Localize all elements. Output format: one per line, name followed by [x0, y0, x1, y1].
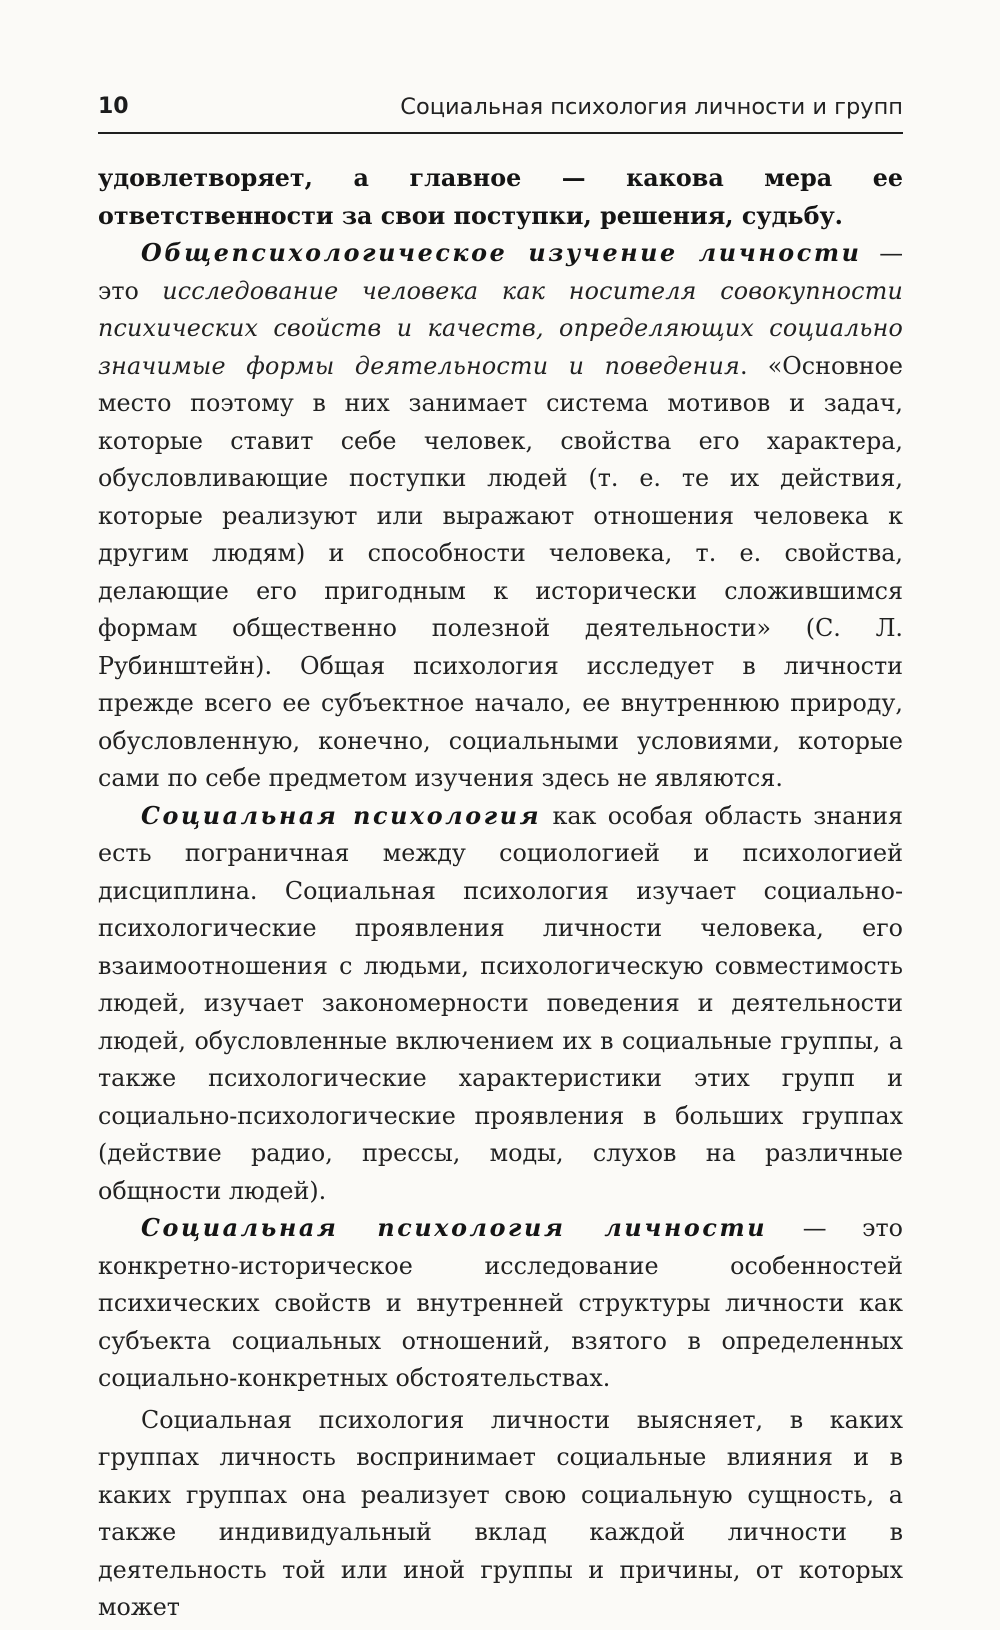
paragraph-general-psychology — [98, 235, 903, 798]
paragraph-group-influence — [98, 1402, 903, 1627]
paragraph-text: — это конкретно-историческое исследование особенностей психических свойств и внутренней структуры личности как субъекта социальных отношений, взятого в определенных социально-конкретных обстоятельствах. — [98, 1214, 903, 1392]
body-text — [98, 160, 903, 1627]
page-number: 10 — [98, 94, 129, 119]
paragraph-text: Социальная психология личности выясняет, в каких группах личность воспринимает социальные влияния и в каких группах она реализует свою социальную сущность, а также индивидуальный вклад каждой личности в деятельность той или иной группы и причины, от которых может — [98, 1405, 903, 1621]
bold-continuation-text: удовлетворяет, а главное — какова мера ее ответственности за свои поступки, решения, судьбу. — [98, 164, 903, 230]
page-header — [98, 92, 903, 134]
italic-definition: исследование человека как носителя совокупности психических свойств и качеств, определяющих социально значимые формы деятельности и поведения — [98, 276, 903, 380]
term-general-psychology: Общепсихологическое изучение личности — [141, 239, 862, 267]
term-personality-social-psychology: Социальная психология личности — [141, 1214, 768, 1242]
paragraph-social-psychology — [98, 798, 903, 1211]
paragraph-personality-social-psychology — [98, 1210, 903, 1398]
paragraph-continuation — [98, 160, 903, 235]
term-social-psychology: Социальная психология — [141, 801, 542, 830]
paragraph-text: как особая область знания есть пограничная между социологией и психологией дисциплина. Социальная психология изучает социально-психологические проявления личности человека, его взаимоотношения с людьми, психологическую совместимость людей, изучает закономерности поведения и деятельности людей, обусловленные включением их в социальные группы, а также психологические характеристики этих групп и социально-психологические проявления в больших группах (действие радио, прессы, моды, слухов на различные общности людей). — [98, 801, 903, 1205]
paragraph-text: . «Основное место поэтому в них занимает система мотивов и задач, которые ставит себе человек, свойства его характера, обусловливающие поступки людей (т. е. те их действия, которые реализуют или выражают отношения человека к другим людям) и способности человека, т. е. свойства, делающие его пригодным к исторически сложившимся формам общественно полезной деятельности» (С. Л. Рубинштейн). Общая психология исследует в личности прежде всего ее субъектное начало, ее внутреннюю природу, обусловленную, конечно, социальными условиями, которые сами по себе предметом изучения здесь не являются. — [98, 351, 903, 792]
definition-connector: — это — [98, 239, 903, 305]
running-title: Социальная психология личности и групп — [400, 94, 903, 120]
